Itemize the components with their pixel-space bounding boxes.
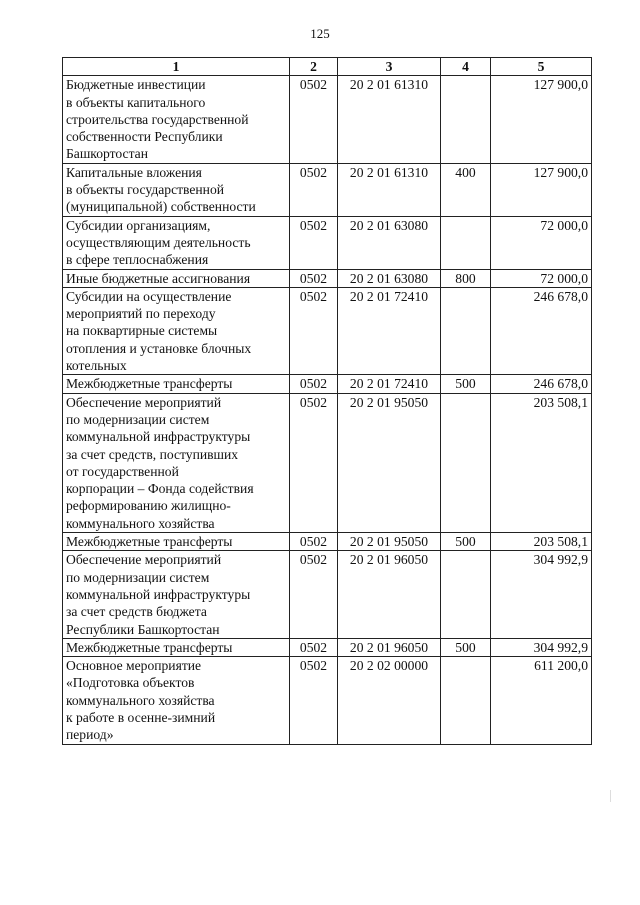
amount-cell: 203 508,1 <box>491 393 592 532</box>
item-name-line: корпорации – Фонда содействия <box>66 481 254 497</box>
table-row <box>63 533 592 551</box>
item-name-line: период» <box>66 727 114 743</box>
section-cell: 0502 <box>290 216 338 269</box>
item-name-line: отопления и установке блочных <box>66 340 252 356</box>
table-row <box>63 375 592 393</box>
item-name-line: собственности Республики <box>66 129 223 145</box>
item-name-line: мероприятий по переходу <box>66 306 216 322</box>
expense-type-cell: 500 <box>441 375 491 393</box>
header-col-2: 2 <box>290 58 338 76</box>
table-row <box>63 163 592 216</box>
table-row <box>63 393 592 532</box>
amount-cell: 246 678,0 <box>491 287 592 374</box>
item-name-line: коммунальной инфраструктуры <box>66 586 251 602</box>
expense-type-cell: 400 <box>441 163 491 216</box>
item-name-line: Бюджетные инвестиции <box>66 77 206 93</box>
target-code-cell: 20 2 01 72410 <box>338 375 441 393</box>
item-name-line: «Подготовка объектов <box>66 675 195 691</box>
item-name-line: котельных <box>66 358 127 374</box>
expense-type-cell <box>441 657 491 744</box>
section-cell: 0502 <box>290 393 338 532</box>
target-code-cell: 20 2 02 00000 <box>338 657 441 744</box>
item-name-line: строительства государственной <box>66 111 249 127</box>
target-code-cell: 20 2 01 95050 <box>338 393 441 532</box>
section-cell: 0502 <box>290 533 338 551</box>
target-code-cell: 20 2 01 95050 <box>338 533 441 551</box>
section-cell: 0502 <box>290 638 338 656</box>
expense-type-cell: 500 <box>441 533 491 551</box>
item-name-line: Башкортостан <box>66 146 148 162</box>
item-name-line: Субсидии на осуществление <box>66 288 232 304</box>
section-cell: 0502 <box>290 163 338 216</box>
expense-type-cell <box>441 216 491 269</box>
item-name-cell <box>63 163 290 216</box>
item-name-line: коммунального хозяйства <box>66 515 215 531</box>
table-body <box>63 76 592 744</box>
table-header <box>63 58 592 76</box>
item-name-line: Обеспечение мероприятий <box>66 394 222 410</box>
amount-cell: 127 900,0 <box>491 76 592 163</box>
header-col-4: 4 <box>441 58 491 76</box>
item-name-cell <box>63 269 290 287</box>
amount-cell: 304 992,9 <box>491 551 592 638</box>
item-name-line: к работе в осенне-зимний <box>66 709 216 725</box>
item-name-line: реформированию жилищно- <box>66 498 231 514</box>
item-name-cell <box>63 287 290 374</box>
target-code-cell: 20 2 01 96050 <box>338 638 441 656</box>
item-name-line: в объекты капитального <box>66 94 206 110</box>
table-row <box>63 287 592 374</box>
expense-type-cell <box>441 76 491 163</box>
section-cell: 0502 <box>290 269 338 287</box>
item-name-line: Межбюджетные трансферты <box>66 639 233 655</box>
amount-cell: 72 000,0 <box>491 216 592 269</box>
item-name-line: (муниципальной) собственности <box>66 199 256 215</box>
item-name-cell <box>63 638 290 656</box>
item-name-line: по модернизации систем <box>66 411 210 427</box>
item-name-line: на поквартирные системы <box>66 323 218 339</box>
item-name-line: Межбюджетные трансферты <box>66 376 233 392</box>
item-name-cell <box>63 551 290 638</box>
budget-table <box>62 57 592 745</box>
target-code-cell: 20 2 01 63080 <box>338 216 441 269</box>
table-row <box>63 551 592 638</box>
item-name-line: Обеспечение мероприятий <box>66 552 222 568</box>
amount-cell: 127 900,0 <box>491 163 592 216</box>
expense-type-cell <box>441 551 491 638</box>
target-code-cell: 20 2 01 61310 <box>338 76 441 163</box>
section-cell: 0502 <box>290 551 338 638</box>
table-row <box>63 638 592 656</box>
expense-type-cell <box>441 287 491 374</box>
item-name-line: Республики Башкортостан <box>66 621 220 637</box>
table-row <box>63 76 592 163</box>
item-name-line: Капитальные вложения <box>66 164 202 180</box>
amount-cell: 246 678,0 <box>491 375 592 393</box>
page-number: 125 <box>310 26 330 41</box>
item-name-line: коммунальной инфраструктуры <box>66 429 251 445</box>
section-cell: 0502 <box>290 657 338 744</box>
item-name-line: за счет средств, поступивших <box>66 446 239 462</box>
section-cell: 0502 <box>290 76 338 163</box>
table-row <box>63 216 592 269</box>
target-code-cell: 20 2 01 63080 <box>338 269 441 287</box>
expense-type-cell <box>441 393 491 532</box>
item-name-cell <box>63 375 290 393</box>
amount-cell: 304 992,9 <box>491 638 592 656</box>
item-name-cell <box>63 533 290 551</box>
header-row <box>63 58 592 76</box>
item-name-cell <box>63 76 290 163</box>
item-name-line: по модернизации систем <box>66 569 210 585</box>
item-name-line: в сфере теплоснабжения <box>66 252 209 268</box>
item-name-cell <box>63 216 290 269</box>
amount-cell: 203 508,1 <box>491 533 592 551</box>
amount-cell: 72 000,0 <box>491 269 592 287</box>
item-name-line: коммунального хозяйства <box>66 692 215 708</box>
target-code-cell: 20 2 01 61310 <box>338 163 441 216</box>
item-name-line: Основное мероприятие <box>66 658 202 674</box>
item-name-cell <box>63 393 290 532</box>
scan-margin-mark <box>610 790 611 802</box>
table-row <box>63 657 592 744</box>
expense-type-cell: 800 <box>441 269 491 287</box>
item-name-line: Иные бюджетные ассигнования <box>66 270 251 286</box>
item-name-line: Межбюджетные трансферты <box>66 534 233 550</box>
section-cell: 0502 <box>290 375 338 393</box>
item-name-line: в объекты государственной <box>66 182 225 198</box>
expense-type-cell: 500 <box>441 638 491 656</box>
header-col-5: 5 <box>491 58 592 76</box>
target-code-cell: 20 2 01 96050 <box>338 551 441 638</box>
header-col-1: 1 <box>63 58 290 76</box>
item-name-line: осуществляющим деятельность <box>66 234 251 250</box>
section-cell: 0502 <box>290 287 338 374</box>
item-name-cell <box>63 657 290 744</box>
table-row <box>63 269 592 287</box>
item-name-line: Субсидии организациям, <box>66 217 211 233</box>
item-name-line: за счет средств бюджета <box>66 604 207 620</box>
item-name-line: от государственной <box>66 463 179 479</box>
header-col-3: 3 <box>338 58 441 76</box>
target-code-cell: 20 2 01 72410 <box>338 287 441 374</box>
amount-cell: 611 200,0 <box>491 657 592 744</box>
